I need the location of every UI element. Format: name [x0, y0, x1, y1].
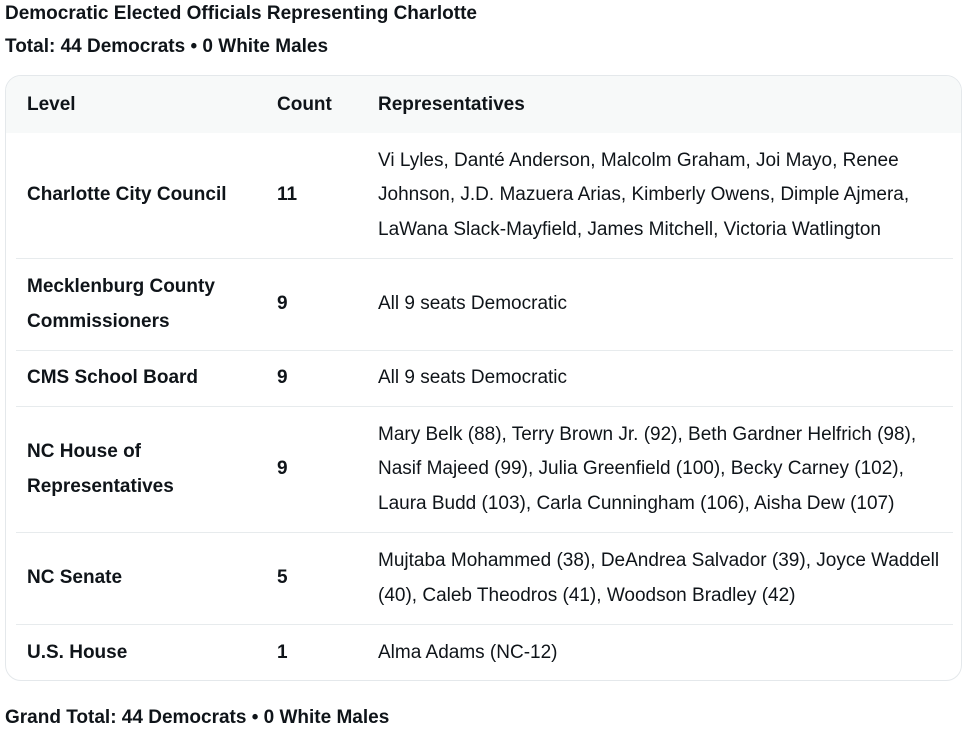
- row-representatives: All 9 seats Democratic: [378, 293, 568, 315]
- grand-total: Grand Total: 44 Democrats • 0 White Males: [5, 707, 390, 728]
- row-level: Charlotte City Council: [27, 184, 227, 206]
- row-representatives: All 9 seats Democratic: [378, 367, 568, 389]
- row-level: Mecklenburg County Commissioners: [27, 276, 215, 332]
- row-representatives: Mary Belk (88), Terry Brown Jr. (92), Beth Gardner Helfrich (98), Nasif Majeed (99), Julia Greenfield (100), Becky Carney (102), Laura Budd (103), Carla Cunningham (106), Aisha Dew (107): [378, 423, 917, 514]
- header-level: Level: [27, 94, 76, 115]
- row-count: 9: [277, 367, 288, 389]
- table-row: [16, 625, 953, 681]
- page-title: Democratic Elected Officials Representing Charlotte: [5, 3, 477, 24]
- row-count: 9: [277, 458, 288, 480]
- table-row: [16, 351, 953, 407]
- total-summary: Total: 44 Democrats • 0 White Males: [5, 36, 329, 57]
- table-header: [6, 76, 961, 133]
- table-row: [16, 133, 953, 259]
- row-count: 5: [277, 567, 288, 589]
- header-representatives: Representatives: [378, 94, 525, 115]
- row-level: U.S. House: [27, 641, 128, 663]
- officials-table: [5, 75, 962, 681]
- row-level: NC House of Representatives: [27, 441, 174, 497]
- row-count: 11: [277, 184, 298, 206]
- row-count: 9: [277, 293, 288, 315]
- table-row: [16, 407, 953, 533]
- header-count: Count: [277, 94, 332, 115]
- table-row: [16, 259, 953, 351]
- row-representatives: Alma Adams (NC-12): [378, 641, 558, 663]
- row-level: CMS School Board: [27, 367, 199, 389]
- row-representatives: Vi Lyles, Danté Anderson, Malcolm Graham, Joi Mayo, Renee Johnson, J.D. Mazuera Arias, Kimberly Owens, Dimple Ajmera, LaWana Slack-Mayfield, James Mitchell, Victoria Watlington: [378, 149, 910, 240]
- table-row: [16, 533, 953, 625]
- row-level: NC Senate: [27, 567, 123, 589]
- row-count: 1: [277, 641, 288, 663]
- row-representatives: Mujtaba Mohammed (38), DeAndrea Salvador (39), Joyce Waddell (40), Caleb Theodros (41), Woodson Bradley (42): [378, 550, 940, 606]
